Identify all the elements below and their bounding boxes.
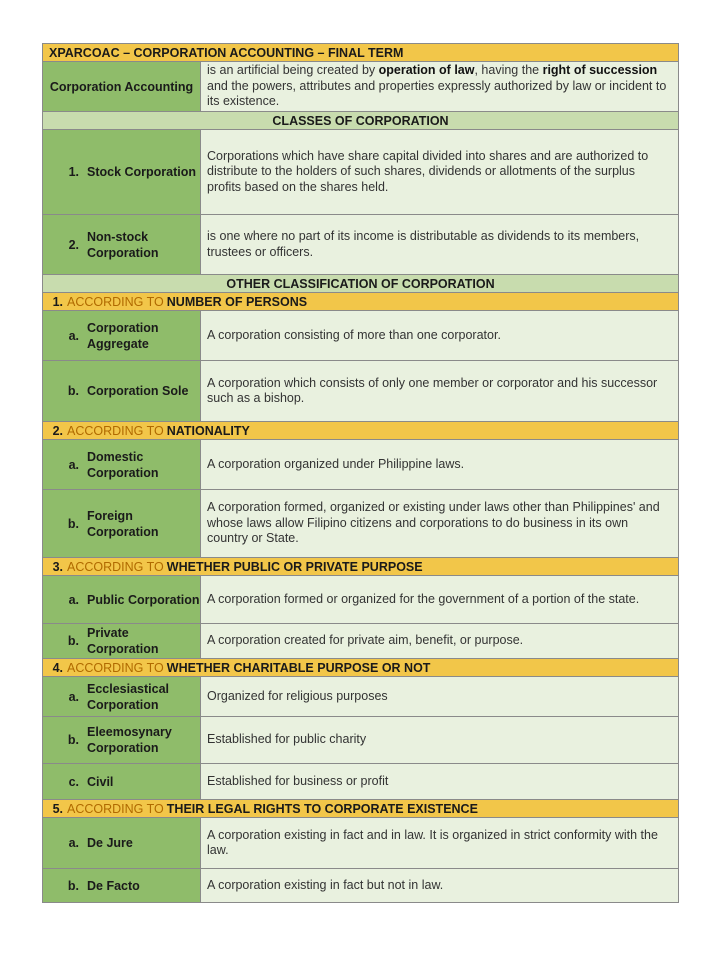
subclass-definition: Established for public charity <box>201 717 678 763</box>
subclass-row <box>43 624 678 659</box>
subclass-term: a. Public Corporation <box>43 576 201 623</box>
subclass-row <box>43 490 678 558</box>
other-classification-heading: OTHER CLASSIFICATION OF CORPORATION <box>43 275 678 293</box>
class-definition: is one where no part of its income is distributable as dividends to its members, trustees or officers. <box>201 215 678 274</box>
subclass-definition: A corporation existing in fact but not in law. <box>201 869 678 902</box>
subclass-term: b. Foreign Corporation <box>43 490 201 557</box>
subclass-row <box>43 818 678 869</box>
subclass-term: c. Civil <box>43 764 201 799</box>
subclass-row <box>43 576 678 624</box>
subclass-row <box>43 440 678 490</box>
subclass-definition: Established for business or profit <box>201 764 678 799</box>
subclass-definition: A corporation existing in fact and in law. It is organized in strict conformity with the law. <box>201 818 678 868</box>
subclass-row <box>43 311 678 361</box>
corporation-classification-table <box>42 43 679 903</box>
classes-heading: CLASSES OF CORPORATION <box>43 112 678 130</box>
subclass-definition: A corporation consisting of more than one corporator. <box>201 311 678 360</box>
subclass-definition: A corporation formed or organized for the government of a portion of the state. <box>201 576 678 623</box>
subclass-row <box>43 361 678 422</box>
subclass-definition: A corporation which consists of only one member or corporator and his successor such as a bishop. <box>201 361 678 421</box>
category-header: 2. ACCORDING TO NATIONALITY <box>43 422 678 440</box>
subclass-term: b. Corporation Sole <box>43 361 201 421</box>
class-term: 2. Non-stock Corporation <box>43 215 201 274</box>
category-header: 5. ACCORDING TO THEIR LEGAL RIGHTS TO CORPORATE EXISTENCE <box>43 800 678 818</box>
definition-row <box>43 62 678 112</box>
subclass-term: a. Ecclesiastical Corporation <box>43 677 201 716</box>
subclass-term: b. Private Corporation <box>43 624 201 658</box>
subclass-term: a. Corporation Aggregate <box>43 311 201 360</box>
subclass-row <box>43 869 678 903</box>
subclass-term: a. Domestic Corporation <box>43 440 201 489</box>
subclass-definition: Organized for religious purposes <box>201 677 678 716</box>
document-title: XPARCOAC – CORPORATION ACCOUNTING – FINAL TERM <box>43 44 678 62</box>
subclass-row <box>43 677 678 717</box>
class-definition: Corporations which have share capital divided into shares and are authorized to distribute to the holders of such shares, dividends or allotments of the surplus profits based on the shares held. <box>201 130 678 214</box>
category-header: 4. ACCORDING TO WHETHER CHARITABLE PURPOSE OR NOT <box>43 659 678 677</box>
subclass-term: a. De Jure <box>43 818 201 868</box>
category-header: 3. ACCORDING TO WHETHER PUBLIC OR PRIVATE PURPOSE <box>43 558 678 576</box>
subclass-row <box>43 717 678 764</box>
definition-text: is an artificial being created by operation of law, having the right of succession and the powers, attributes and properties expressly authorized by law or incident to its existence. <box>201 62 678 111</box>
class-row-stock <box>43 130 678 215</box>
subclass-row <box>43 764 678 800</box>
definition-term: Corporation Accounting <box>43 62 201 111</box>
category-header: 1. ACCORDING TO NUMBER OF PERSONS <box>43 293 678 311</box>
class-term: 1. Stock Corporation <box>43 130 201 214</box>
class-row-nonstock <box>43 215 678 275</box>
subclass-definition: A corporation created for private aim, benefit, or purpose. <box>201 624 678 658</box>
subclass-term: b. De Facto <box>43 869 201 902</box>
subclass-definition: A corporation organized under Philippine laws. <box>201 440 678 489</box>
subclass-definition: A corporation formed, organized or existing under laws other than Philippines' and whose laws allow Filipino citizens and corporations to do business in its own country or State. <box>201 490 678 557</box>
subclass-term: b. Eleemosynary Corporation <box>43 717 201 763</box>
